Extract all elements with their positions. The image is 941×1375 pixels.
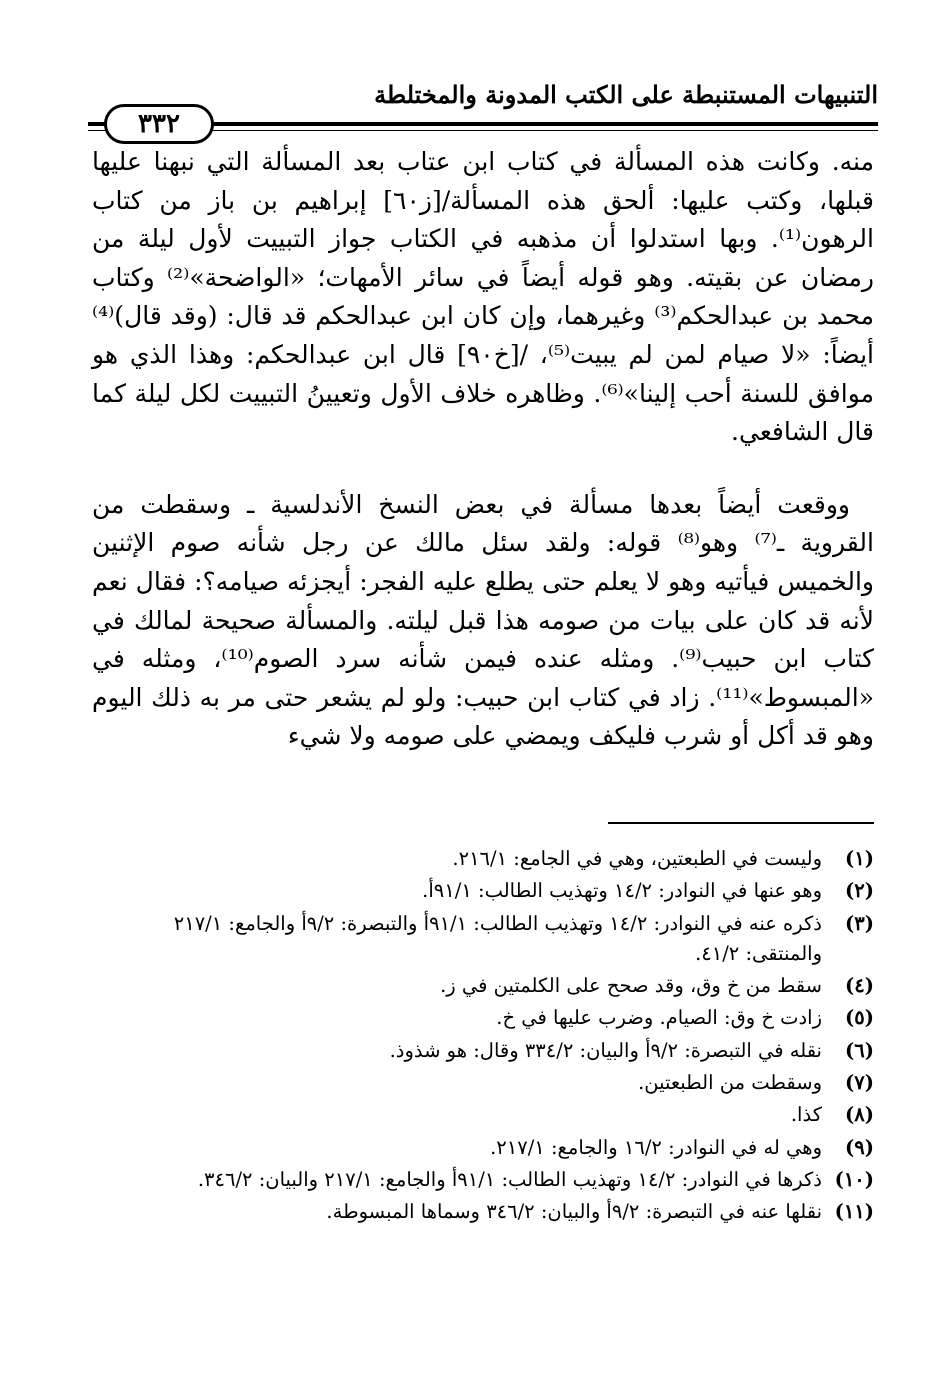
footnote-number: (١) xyxy=(845,847,874,870)
footnote-number: (٥) xyxy=(845,1006,874,1030)
footnote xyxy=(100,844,874,874)
footnote xyxy=(100,1197,874,1227)
footnotes xyxy=(100,844,874,1230)
footnote xyxy=(100,1068,874,1098)
footnote-text: ذكره عنه في النوادر: ١٤/٢ وتهذيب الطالب: ٩١/١أ والتبصرة: ٩/٢أ والجامع: ٢١٧/١ والمنتقى: ٤١/٢. xyxy=(173,911,822,965)
page-number: ٣٣٢ xyxy=(104,104,214,144)
running-title: التنبيهات المستنبطة على الكتب المدونة والمختلطة xyxy=(374,80,878,109)
paragraph: ووقعت أيضاً بعدها مسألة في بعض النسخ الأندلسية ـ وسقطت من القروية ـ⁽⁷⁾ وهو⁽⁸⁾ قوله: ولقد سئل مالك عن رجل شأنه صوم الإثنين والخميس فيأتيه وهو لا يعلم حتى يطلع عليه الفجر: أيجزئه صيامه؟: فقال نعم لأنه قد كان على بيات من صومه هذا قبل ليلته. والمسألة صحيحة لمالك في كتاب ابن حبيب⁽⁹⁾. ومثله عنده فيمن شأنه سرد الصوم⁽¹⁰⁾، ومثله في «المبسوط»⁽¹¹⁾. زاد في كتاب ابن حبيب: ولو لم يشعر حتى مر به ذلك اليوم وهو قد أكل أو شرب فليكف ويمضي على صومه ولا شيء xyxy=(92,489,874,751)
footnote-number: (٦) xyxy=(845,1038,874,1062)
paragraph: منه. وكانت هذه المسألة في كتاب ابن عتاب بعد المسألة التي نبهنا عليها قبلها، وكتب عليها: ألحق هذه المسألة/[ز٦٠] إبراهيم بن باز من كتاب الرهون⁽¹⁾. وبها استدلوا أن مذهبه في الكتاب جواز التبييت لأول ليلة من رمضان عن بقيته. وهو قوله أيضاً في سائر الأمهات؛ «الواضحة»⁽²⁾ وكتاب محمد بن عبدالحكم⁽³⁾ وغيرهما، وإن كان ابن عبدالحكم قد قال: (وقد قال)⁽⁴⁾ أيضاً: «لا صيام لمن لم يبيت⁽⁵⁾، /[خ٩٠] قال ابن عبدالحكم: وهذا الذي هو موافق للسنة أحب إلينا»⁽⁶⁾. وظاهره خلاف الأول وتعيينُ التبييت لكل ليلة كما قال الشافعي. xyxy=(92,147,875,447)
footnote-number: (٨) xyxy=(845,1103,874,1127)
footnote-text: وسقطت من الطبعتين. xyxy=(638,1071,822,1095)
footnote xyxy=(100,1036,874,1066)
footnote-number: (١١) xyxy=(834,1200,874,1224)
footnote xyxy=(100,909,874,970)
page-header xyxy=(88,74,878,139)
footnote xyxy=(100,1100,874,1130)
footnote-text: نقله في التبصرة: ٩/٢أ والبيان: ٣٣٤/٢ وقال: هو شذوذ. xyxy=(389,1038,822,1062)
footnote-number: (٢) xyxy=(845,879,874,903)
footnote-text: زادت خ وق: الصيام. وضرب عليها في خ. xyxy=(496,1006,822,1030)
footnote-separator xyxy=(608,822,874,824)
footnote-number: (٩) xyxy=(845,1135,874,1159)
footnote-text: وليست في الطبعتين، وهي في الجامع: ٢١٦/١. xyxy=(452,847,822,870)
footnote-text: نقلها عنه في التبصرة: ٩/٢أ والبيان: ٣٤٦/٢ وسماها المبسوطة. xyxy=(326,1200,822,1224)
footnote xyxy=(100,876,874,906)
footnote xyxy=(100,1133,874,1163)
footnote xyxy=(100,971,874,1001)
footnote-number: (٧) xyxy=(845,1071,874,1095)
footnote-text: ذكرها في النوادر: ١٤/٢ وتهذيب الطالب: ٩١/١أ والجامع: ٢١٧/١ والبيان: ٣٤٦/٢. xyxy=(197,1167,822,1191)
footnote-number: (٤) xyxy=(845,974,874,998)
footnote-text: كذا. xyxy=(790,1103,822,1127)
footnote-text: وهو عنها في النوادر: ١٤/٢ وتهذيب الطالب: ٩١/١أ. xyxy=(422,879,822,903)
footnote-text: وهي له في النوادر: ١٦/٢ والجامع: ٢١٧/١. xyxy=(490,1135,822,1159)
footnote-number: (٣) xyxy=(845,911,874,935)
footnote-number: (١٠) xyxy=(834,1167,874,1191)
footnote-text: سقط من خ وق، وقد صحح على الكلمتين في ز. xyxy=(440,974,822,998)
main-text xyxy=(92,143,874,756)
footnote xyxy=(100,1003,874,1033)
footnote xyxy=(100,1165,874,1195)
